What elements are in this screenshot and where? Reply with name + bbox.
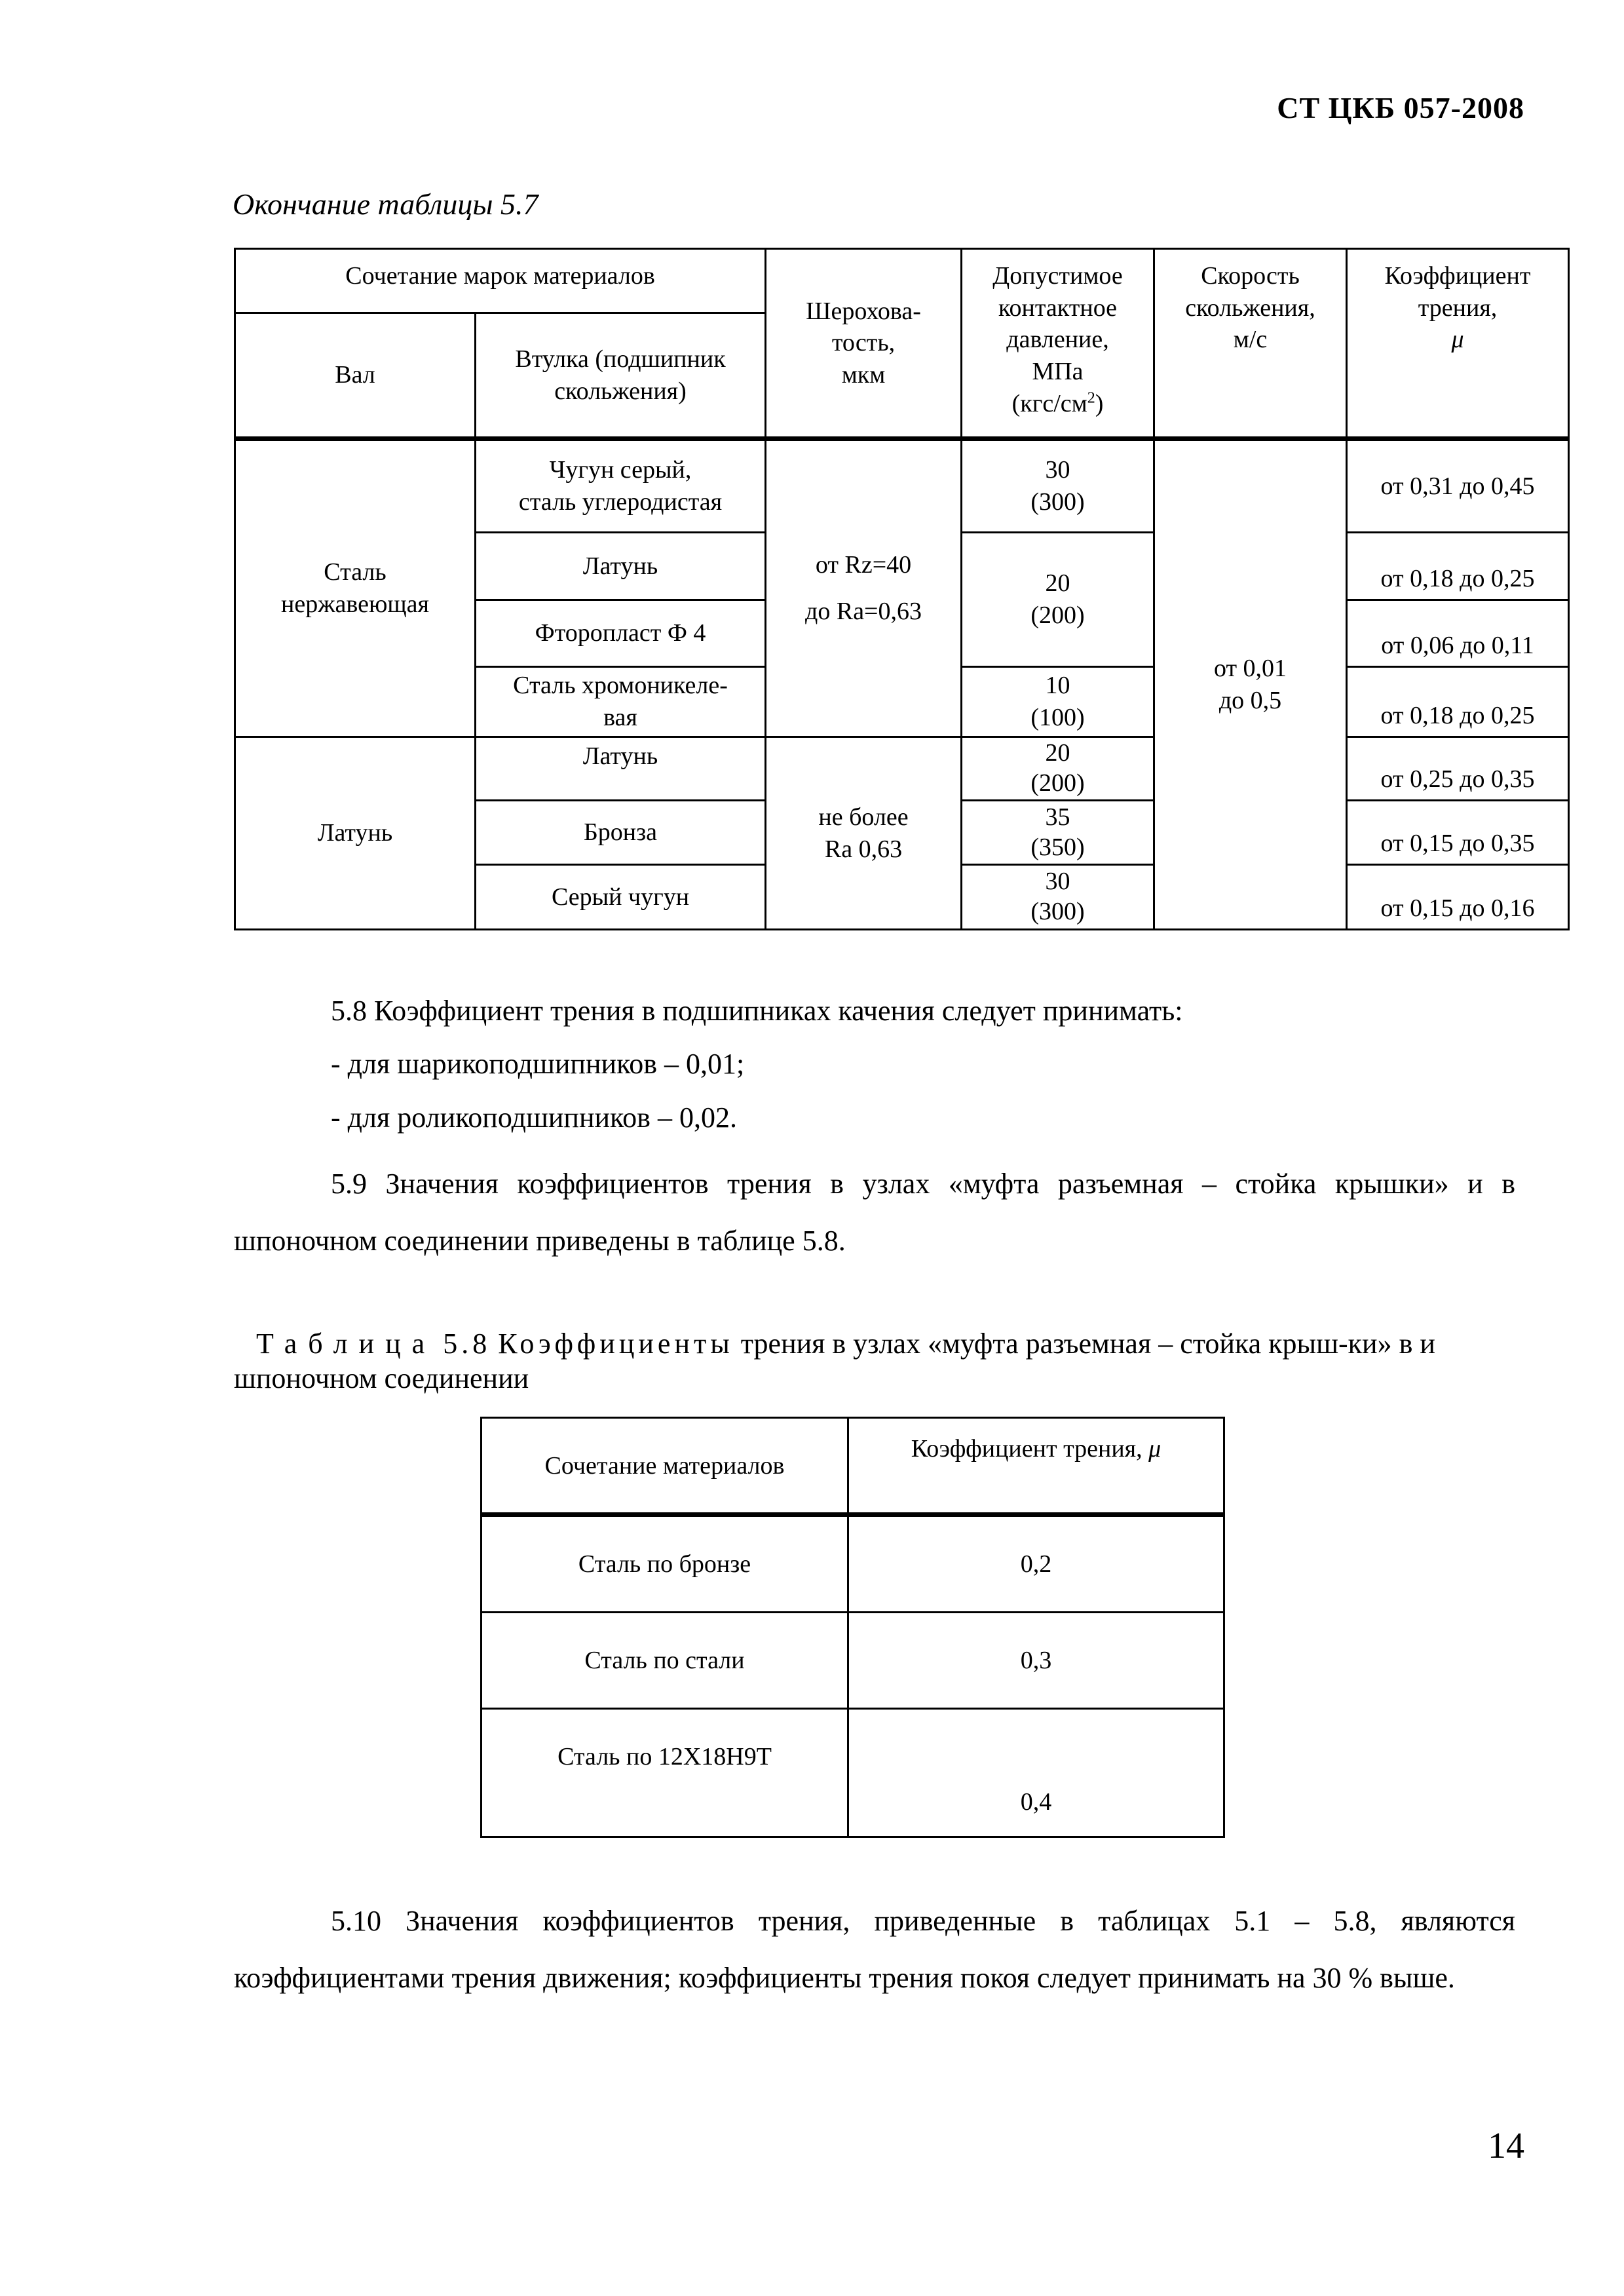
table-row (482, 1515, 1224, 1613)
bushing-cell: Серый чугун (476, 865, 766, 930)
bushing-cell: Латунь (476, 737, 766, 801)
list-item: - для роликоподшипников – 0,02. (331, 1101, 737, 1134)
material-cell: Сталь по бронзе (482, 1515, 848, 1613)
header-material-combination: Сочетание марок материалов (235, 249, 766, 313)
friction-table-5-7 (234, 248, 1570, 930)
table-5-8-caption: Таблица 5.8 Коэффициенты трения в узлах «муфта разъемная – стойка крыш-ки» в и шпоночном соединении (234, 1328, 1435, 1394)
friction-cell: от 0,18 до 0,25 (1347, 533, 1569, 600)
document-code: СТ ЦКБ 057-2008 (1277, 91, 1524, 124)
bushing-cell: Фторопласт Ф 4 (476, 600, 766, 667)
paragraph-5-9: 5.9 Значения коэффициентов трения в узлах «муфта разъемная – стойка крышки» и в шпоночном соединении приведены в таблице 5.8. (234, 1168, 1515, 1257)
pressure-cell: 30 (300) (962, 865, 1154, 930)
paragraph-5-8: 5.8 Коэффициент трения в подшипниках качения следует принимать: (331, 995, 1183, 1027)
friction-cell: от 0,25 до 0,35 (1347, 737, 1569, 801)
shaft-brass: Латунь (235, 737, 476, 930)
pressure-cell: 10 (100) (962, 667, 1154, 737)
pressure-cell: 20 (200) (962, 737, 1154, 801)
roughness-brass: не более Ra 0,63 (766, 737, 962, 930)
friction-table-5-8 (480, 1417, 1225, 1838)
header-friction: Коэффициент трения, μ (1347, 249, 1569, 439)
header-bushing: Втулка (подшипник скольжения) (476, 313, 766, 439)
friction-cell: от 0,15 до 0,16 (1347, 865, 1569, 930)
table-row (235, 737, 1569, 801)
speed-cell: от 0,01 до 0,5 (1154, 439, 1347, 930)
list-item: - для шарикоподшипников – 0,01; (331, 1048, 745, 1080)
pressure-cell: 35 (350) (962, 801, 1154, 865)
friction-cell: от 0,18 до 0,25 (1347, 667, 1569, 737)
header-shaft: Вал (235, 313, 476, 439)
header-roughness: Шерохова- тость, мкм (766, 249, 962, 439)
page-number: 14 (1488, 2126, 1524, 2166)
table-row (482, 1709, 1224, 1837)
paragraph-5-10: 5.10 Значения коэффициентов трения, приведенные в таблицах 5.1 – 5.8, являются коэффициентами трения движения; коэффициенты трения покоя следует принимать на 30 % выше. (234, 1905, 1515, 1994)
pressure-cell: 20 (200) (962, 533, 1154, 667)
header-materials: Сочетание материалов (482, 1418, 848, 1515)
material-cell: Сталь по 12Х18Н9Т (482, 1709, 848, 1837)
table-row (482, 1613, 1224, 1709)
friction-cell: от 0,31 до 0,45 (1347, 439, 1569, 533)
header-friction-coefficient: Коэффициент трения, μ (848, 1418, 1224, 1515)
bushing-cell: Бронза (476, 801, 766, 865)
roughness-steel: от Rz=40 до Ra=0,63 (766, 439, 962, 737)
shaft-stainless-steel: Сталь нержавеющая (235, 439, 476, 737)
bushing-cell: Латунь (476, 533, 766, 600)
bushing-cell: Сталь хромоникеле- вая (476, 667, 766, 737)
value-cell: 0,4 (848, 1709, 1224, 1837)
friction-cell: от 0,15 до 0,35 (1347, 801, 1569, 865)
table-caption: Окончание таблицы 5.7 (233, 187, 538, 221)
bushing-cell: Чугун серый, сталь углеродистая (476, 439, 766, 533)
header-pressure: Допустимое контактное давление, МПа $(кгс/см^2)$ (962, 249, 1154, 439)
pressure-cell: 30 (300) (962, 439, 1154, 533)
material-cell: Сталь по стали (482, 1613, 848, 1709)
value-cell: 0,2 (848, 1515, 1224, 1613)
table-row (235, 439, 1569, 533)
friction-cell: от 0,06 до 0,11 (1347, 600, 1569, 667)
value-cell: 0,3 (848, 1613, 1224, 1709)
header-speed: Скорость скольжения, м/с (1154, 249, 1347, 439)
